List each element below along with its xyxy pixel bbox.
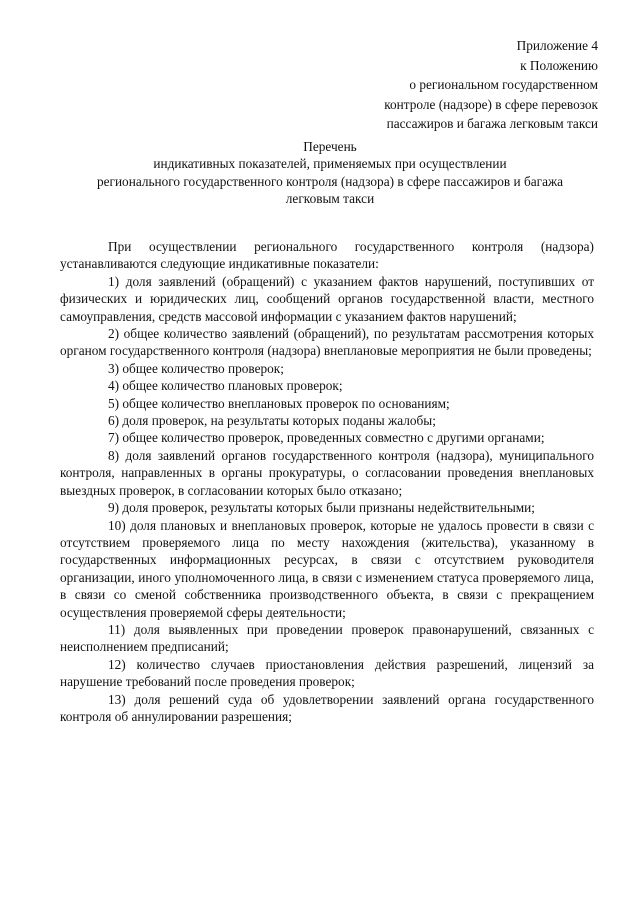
indicator-item: 2) общее количество заявлений (обращений), по результатам рассмотрения которых органом государственного контроля (надзора) внеплановые мероприятия не были проведены; xyxy=(60,326,594,359)
appendix-line: пассажиров и багажа легковым такси xyxy=(386,116,598,132)
title-line: Перечень xyxy=(303,139,357,154)
indicator-item: 1) доля заявлений (обращений) с указанием фактов нарушений, поступивших от физических и юридических лиц, сообщений органов государственной власти, местного самоуправления, средств массовой информации с указанием фактов нарушений; xyxy=(60,273,594,324)
indicator-item: 10) доля плановых и внеплановых проверок, которые не удалось провести в связи с отсутствием проверяемого лица по месту нахождения (жительства), указанному в государственных информационных ресурсах, в связи с отсутствием руководителя организации, иного уполномоченного лица, в связи с изменением статуса проверяемого лица, в связи со сменой собственника производственного объекта, в связи с прекращением осуществления проверяемой сферы деятельности; xyxy=(60,517,594,620)
indicator-item: 6) доля проверок, на результаты которых поданы жалобы; xyxy=(108,413,436,429)
indicator-item: 9) доля проверок, результаты которых были признаны недействительными; xyxy=(108,500,535,516)
document-title xyxy=(60,138,600,208)
indicator-item: 13) доля решений суда об удовлетворении заявлений органа государственного контроля об аннулировании разрешения; xyxy=(60,691,594,724)
title-line: регионального государственного контроля (надзора) в сфере пассажиров и багажа xyxy=(96,173,564,189)
indicator-item: 12) количество случаев приостановления действия разрешений, лицензий за нарушение требований после проведения проверок; xyxy=(60,656,594,690)
appendix-line: контроле (надзоре) в сфере перевозок xyxy=(384,96,598,112)
indicator-item: 7) общее количество проверок, проведенных совместно с другими органами; xyxy=(108,430,545,446)
indicator-item: 3) общее количество проверок; xyxy=(108,360,284,376)
appendix-line: к Положению xyxy=(520,57,598,73)
indicator-item: 8) доля заявлений органов государственного контроля (надзора), муниципального контроля, направленных в органы прокуратуры, о согласовании проведения внеплановых выездных проверок, в согласовании которых было отказано; xyxy=(60,447,594,498)
indicator-item: 5) общее количество внеплановых проверок по основаниям; xyxy=(108,395,450,411)
title-line: легковым такси xyxy=(285,191,375,207)
indicator-item: 11) доля выявленных при проведении проверок правонарушений, связанных с неисполнением предписаний; xyxy=(60,621,594,655)
title-line: индикативных показателей, применяемых при осуществлении xyxy=(153,156,507,172)
indicator-item: 4) общее количество плановых проверок; xyxy=(108,378,343,394)
appendix-line: о региональном государственном xyxy=(409,77,598,93)
appendix-line: Приложение 4 xyxy=(516,38,598,53)
appendix-header xyxy=(384,36,598,134)
document-body xyxy=(60,238,594,725)
intro-paragraph: При осуществлении регионального государственного контроля (надзора) устанавливаются следующие индикативные показатели: xyxy=(60,239,594,272)
